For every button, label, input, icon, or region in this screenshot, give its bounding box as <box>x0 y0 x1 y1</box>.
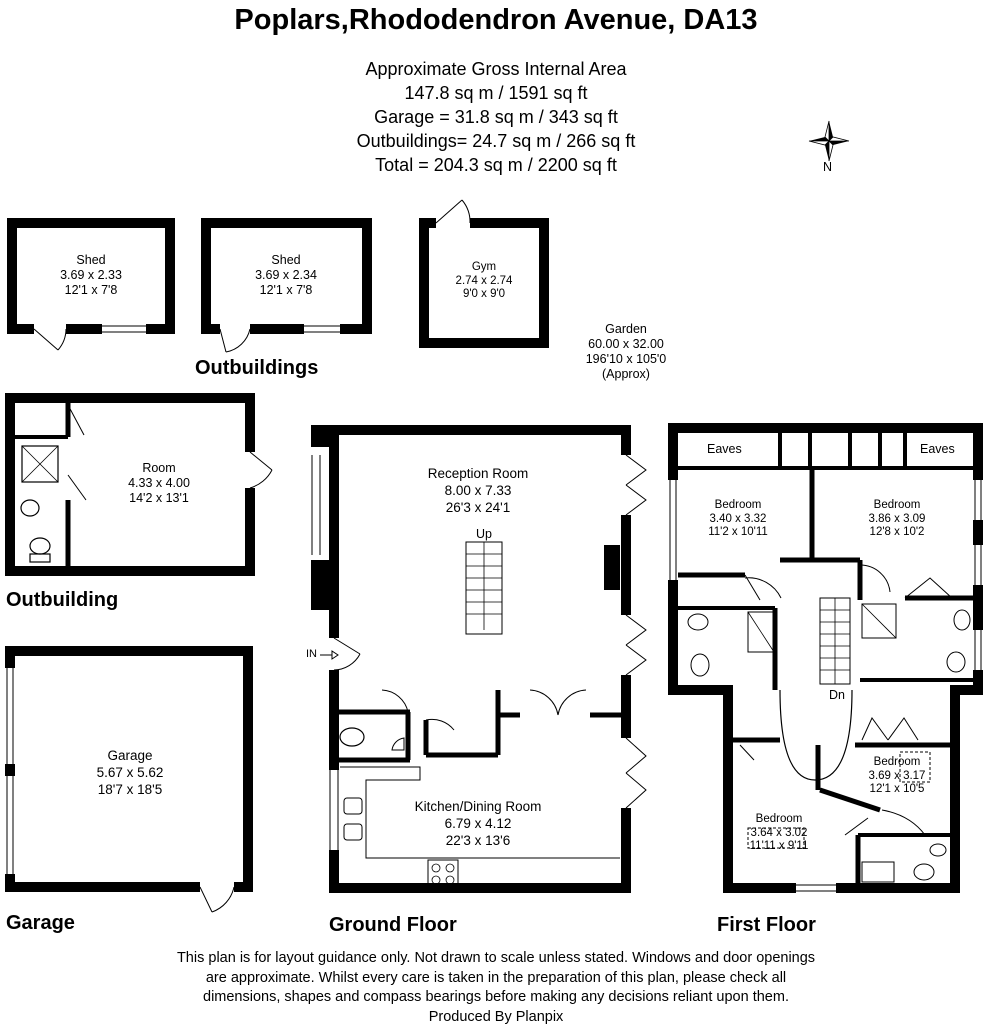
label-entrance: IN <box>306 648 317 660</box>
area-total: Total = 204.3 sq m / 2200 sq ft <box>375 155 617 175</box>
disclaimer: This plan is for layout guidance only. Not drawn to scale unless stated. Windows and door openings are approximate. Whilst every care is taken in the preparation of this plan, please check all dimensions, shapes and compass bearings before making any decisions reliant upon them. Produced By Planpix <box>176 950 816 1025</box>
section-outbuilding: Outbuilding <box>6 589 119 611</box>
room-label-outbuilding-room: Room 4.33 x 4.00 14'2 x 13'1 <box>128 461 190 505</box>
room-label-bedroom-3: Bedroom 3.69 x 3.17 12'1 x 10'5 <box>868 756 926 795</box>
area-heading: Approximate Gross Internal Area <box>365 59 627 79</box>
label-eaves-right: Eaves <box>920 442 955 456</box>
label-stairs-down: Dn <box>829 688 845 702</box>
room-label-reception: Reception Room 8.00 x 7.33 26'3 x 24'1 <box>427 466 529 515</box>
label-eaves-left: Eaves <box>707 442 742 456</box>
room-label-garage: Garage 5.67 x 5.62 18'7 x 18'5 <box>96 748 164 797</box>
room-label-bedroom-4: Bedroom 3.64 x 3.02 11'11 x 9'11 <box>749 813 809 852</box>
section-first-floor: First Floor <box>717 914 816 936</box>
compass-label: N <box>823 160 833 174</box>
room-label-kitchen: Kitchen/Dining Room 6.79 x 4.12 22'3 x 13'6 <box>414 799 542 848</box>
room-label-gym: Gym 2.74 x 2.74 9'0 x 9'0 <box>455 261 513 300</box>
first-floor-walls <box>668 428 983 893</box>
area-main: 147.8 sq m / 1591 sq ft <box>404 83 588 103</box>
area-summary <box>296 57 696 177</box>
room-label-bedroom-1: Bedroom 3.40 x 3.32 11'2 x 10'11 <box>708 499 768 538</box>
section-outbuildings: Outbuildings <box>195 357 319 379</box>
label-stairs-up: Up <box>476 527 492 541</box>
section-ground-floor: Ground Floor <box>329 914 457 936</box>
room-label-shed-1: Shed 3.69 x 2.33 12'1 x 7'8 <box>60 253 122 297</box>
room-label-shed-2: Shed 3.69 x 2.34 12'1 x 7'8 <box>255 253 317 297</box>
room-label-garden: Garden 60.00 x 32.00 196'10 x 105'0 (Approx) <box>585 322 667 381</box>
room-label-bedroom-2: Bedroom 3.86 x 3.09 12'8 x 10'2 <box>868 499 926 538</box>
page-title: Poplars,Rhododendron Avenue, DA13 <box>234 4 758 36</box>
section-garage: Garage <box>6 912 75 934</box>
compass-icon <box>809 121 849 161</box>
area-outbuildings: Outbuildings= 24.7 sq m / 266 sq ft <box>356 131 636 151</box>
area-garage: Garage = 31.8 sq m / 343 sq ft <box>374 107 618 127</box>
